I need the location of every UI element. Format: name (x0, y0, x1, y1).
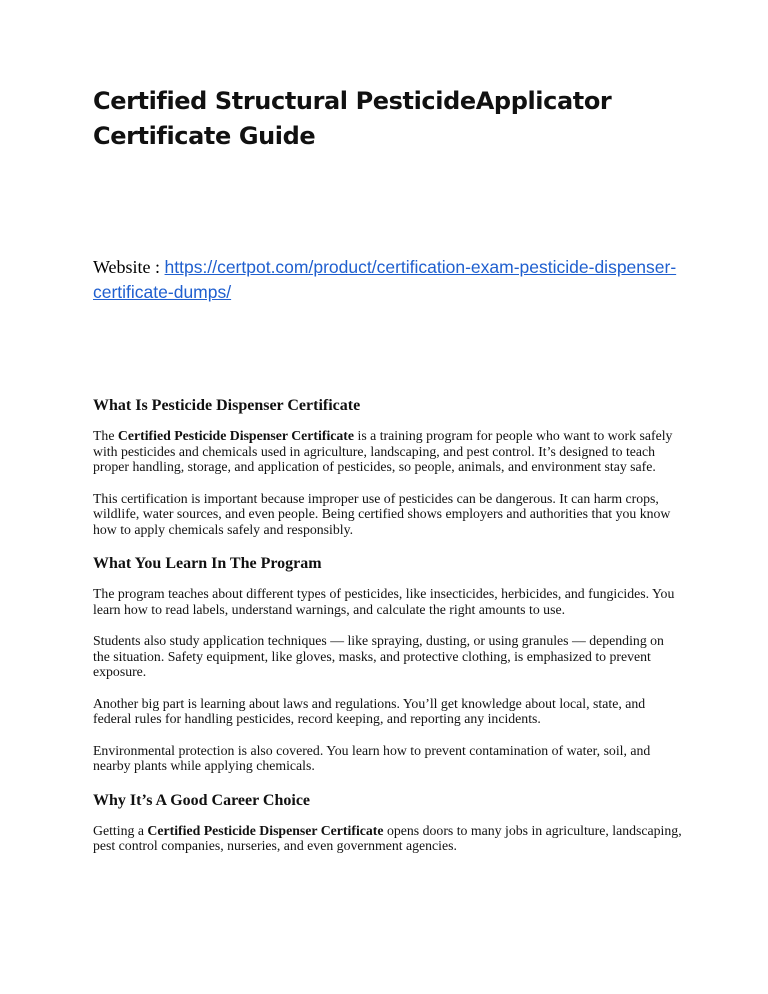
paragraph (93, 823, 683, 854)
certificate-name-bold: Certified Pesticide Dispenser Certificate (147, 822, 384, 838)
section-heading: What You Learn In The Program (93, 555, 322, 572)
section-heading: Why It’s A Good Career Choice (93, 791, 311, 809)
paragraph: Environmental protection is also covered. You learn how to prevent contamination of water, soil, and nearby plants while applying chemicals. (93, 742, 651, 773)
document-body (93, 396, 683, 854)
paragraph: Another big part is learning about laws and regulations. You’ll get knowledge about local, state, and federal rules for handling pesticides, record keeping, and reporting any incidents. (93, 695, 646, 726)
paragraph-prefix: Getting a (93, 822, 148, 838)
website-label: Website : (93, 257, 165, 277)
paragraph: This certification is important because improper use of pesticides can be dangerous. It can harm crops, wildlife, water sources, and even people. Being certified shows employers and authorities that you know how to apply chemicals safely and responsibly. (93, 490, 671, 537)
section-heading: What Is Pesticide Dispenser Certificate (93, 397, 361, 414)
paragraph-text: opens doors to many jobs in agriculture, landscaping, pest control companies, nurseries, and even government agencies. (93, 822, 682, 853)
paragraph: Students also study application techniques — like spraying, dusting, or using granules — depending on the situation. Safety equipment, like gloves, masks, and protective clothing, is emphasized to prevent exposure. (93, 633, 664, 679)
document-title: Certified Structural PesticideApplicator Certificate Guide (93, 87, 612, 150)
paragraph (93, 428, 683, 475)
website-line (93, 255, 683, 305)
paragraph-text: is a training program for people who want to work safely with pesticides and chemicals used in agriculture, landscaping, and pest control. It’s designed to teach proper handling, storage, and application of pesticides, so people, animals, and environment stay safe. (93, 428, 673, 474)
website-link[interactable]: https://certpot.com/product/certification-exam-pesticide-dispenser-certificate-dumps/ (93, 257, 677, 302)
certificate-name-bold: Certified Pesticide Dispenser Certificate (117, 428, 355, 443)
paragraph: The program teaches about different types of pesticides, like insecticides, herbicides, and fungicides. You learn how to read labels, understand warnings, and calculate the right amounts to use. (93, 586, 675, 617)
paragraph-prefix: The (93, 428, 118, 443)
